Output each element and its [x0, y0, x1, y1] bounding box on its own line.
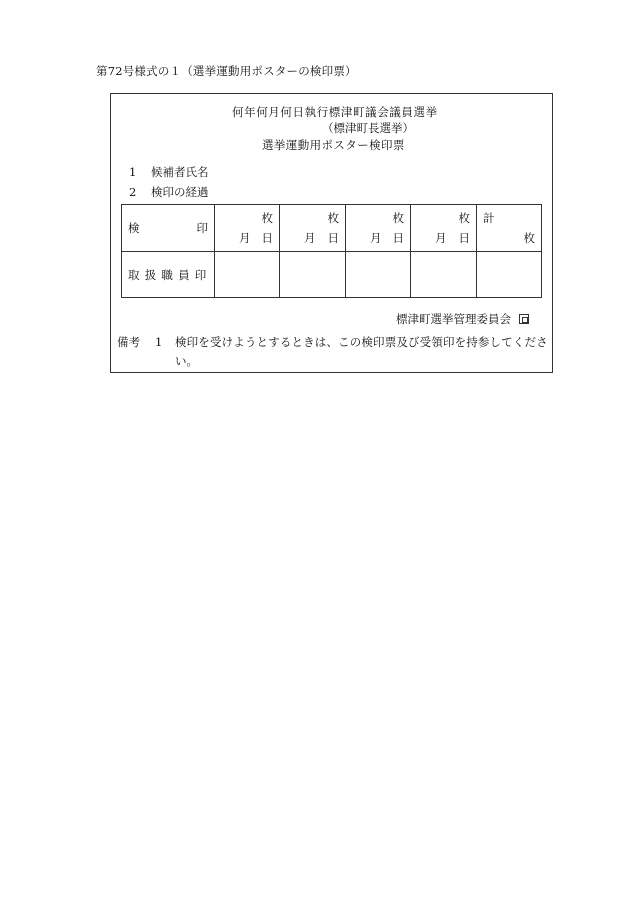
- kenin-label-cell: [122, 205, 215, 252]
- staff-label-cell: [122, 252, 215, 298]
- staff-seal-label: 取扱職員印: [128, 267, 212, 282]
- sheet-unit: 枚: [261, 211, 273, 225]
- item-number: 1: [129, 165, 137, 179]
- day-unit: 日: [261, 231, 273, 245]
- day-unit: 日: [458, 231, 470, 245]
- note-line-1: [117, 334, 548, 350]
- month-unit: 月: [239, 231, 251, 245]
- item-inspection-record: [129, 184, 209, 200]
- kenin-label-a: 検: [128, 221, 140, 235]
- seal-icon: [519, 314, 529, 324]
- note-text-1: 検印を受けようとするときは、この検印票及び受領印を持参してくださ: [175, 335, 548, 349]
- note-number: 1: [155, 335, 163, 349]
- staff-seal-cell-5[interactable]: [477, 252, 542, 298]
- month-unit: 月: [370, 231, 382, 245]
- day-unit: 日: [392, 231, 404, 245]
- committee-name: 標津町選挙管理委員会: [396, 312, 511, 326]
- staff-seal-cell-3[interactable]: [346, 252, 411, 298]
- item-number: 2: [129, 185, 137, 199]
- item-label: 候補者氏名: [151, 165, 209, 179]
- month-unit: 月: [435, 231, 447, 245]
- table-row: [122, 252, 542, 298]
- item-label: 検印の経過: [151, 185, 209, 199]
- committee-signature: [396, 311, 529, 327]
- total-cell[interactable]: [477, 205, 542, 252]
- day-unit: 日: [327, 231, 339, 245]
- staff-seal-cell-1[interactable]: [215, 252, 280, 298]
- inspection-cell-1[interactable]: [215, 205, 280, 252]
- election-subtitle: （標津町長選挙）: [322, 121, 414, 135]
- total-unit: 枚: [523, 231, 535, 245]
- staff-seal-cell-2[interactable]: [280, 252, 346, 298]
- kenin-label-b: 印: [196, 221, 208, 235]
- item-candidate-name: [129, 164, 209, 180]
- election-title: 何年何月何日執行標津町議会議員選挙: [232, 105, 438, 119]
- staff-seal-cell-4[interactable]: [411, 252, 477, 298]
- total-label: 計: [483, 211, 495, 225]
- inspection-cell-2[interactable]: [280, 205, 346, 252]
- note-text-2: い。: [175, 354, 198, 368]
- inspection-table: [121, 204, 542, 298]
- inspection-cell-3[interactable]: [346, 205, 411, 252]
- month-unit: 月: [304, 231, 316, 245]
- sheet-unit: 枚: [458, 211, 470, 225]
- form-heading: 第72号様式の１（選挙運動用ポスターの検印票）: [96, 64, 357, 78]
- sheet-unit: 枚: [392, 211, 404, 225]
- form-title: 選挙運動用ポスター検印票: [262, 138, 405, 152]
- note-label: 備考: [117, 335, 141, 349]
- sheet-unit: 枚: [327, 211, 339, 225]
- inspection-cell-4[interactable]: [411, 205, 477, 252]
- table-row: [122, 205, 542, 252]
